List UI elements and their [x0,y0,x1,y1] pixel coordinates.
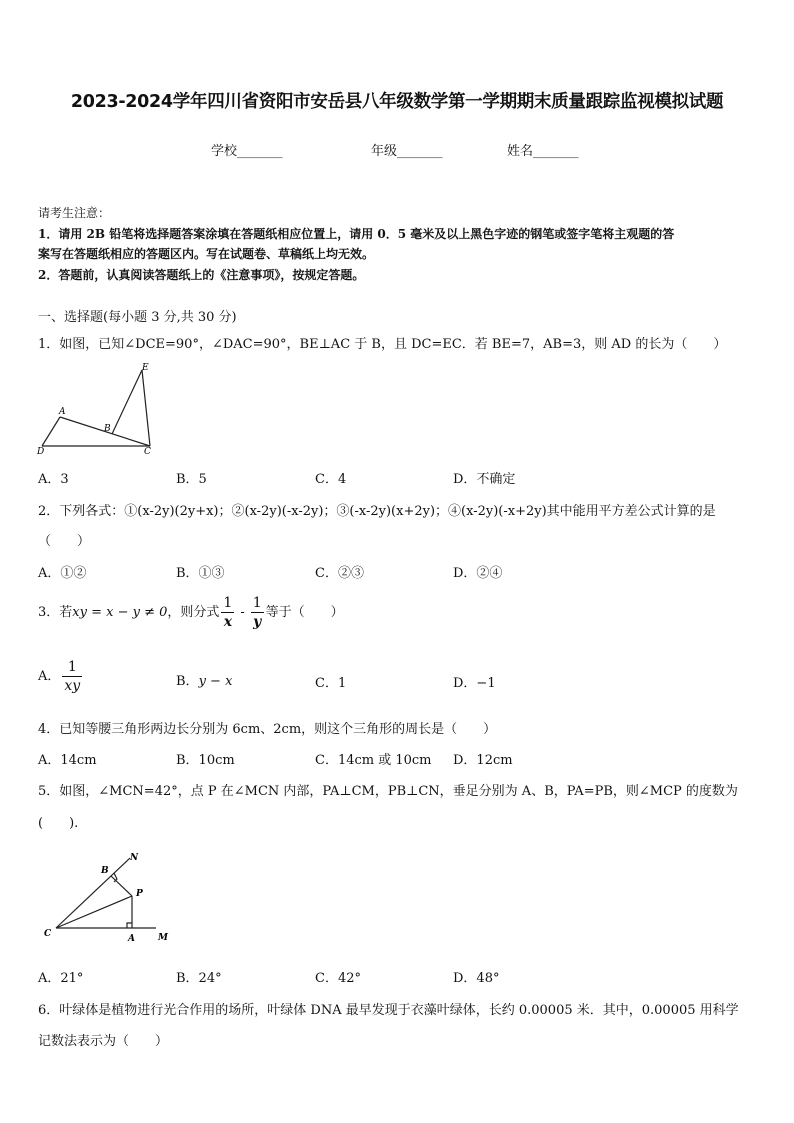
question-6-line-1: 6．叶绿体是植物进行光合作用的场所，叶绿体 DNA 最早发现于衣藻叶绿体，长约 0.00005 米．其中，0.00005 用科学 [38,1003,739,1018]
notice-item-1-line-2: 案写在答题纸相应的答题区内。写在试题卷、草稿纸上均无效。 [38,247,375,261]
q3-frac1-den: x [221,612,234,629]
label-a: A [59,407,66,417]
q3-minus: - [240,605,245,620]
q2-option-a[interactable]: A．①② [38,566,87,581]
q1-option-b[interactable]: B．5 [176,472,207,487]
grade-field: 年级_______ [371,144,443,159]
q3-option-a-label: A． [38,669,61,684]
q3-option-a-fraction [62,660,82,693]
ray-cn [56,858,130,928]
notice-item-2: 2．答题前，认真阅读答题纸上的《注意事项》，按规定答题。 [38,268,365,282]
q5-option-b[interactable]: B．24° [176,971,222,986]
q1-option-c[interactable]: C．4 [315,472,347,487]
label-m: M [158,933,168,943]
question-5-line-2: ( ). [38,816,79,831]
question-2-text: 2．下列各式：①(x-2y)(2y+x)；②(x-2y)(-x-2y)；③(-x-2y)(x+2y)；④(x-2y)(-x+2y)其中能用平方差公式计算的是 [38,504,716,519]
label-p: P [136,889,143,899]
question-5-line-1: 5．如图，∠MCN=42°，点 P 在∠MCN 内部，PA⊥CM，PB⊥CN，垂足分别为 A、B，PA=PB，则∠MCP 的度数为 [38,784,738,799]
q3-frac1-num: 1 [223,595,233,611]
notice-heading: 请考生注意： [38,206,111,220]
label-e: E [142,363,149,373]
segment-cp [56,896,132,928]
q3-suffix: 等于（ ） [265,605,344,620]
q3-opt-a-den: xy [64,678,81,694]
q3-mid: ，则分式 [167,605,220,620]
q3-option-a[interactable] [38,660,84,693]
q3-fraction-1 [221,596,234,629]
question-2-paren: （ ） [38,534,91,549]
q3-prefix: 3．若 [38,605,73,620]
segment-ce [142,370,150,446]
segment-da [42,417,60,446]
q3-option-d[interactable]: D．−1 [453,676,496,691]
label-c: C [44,929,52,939]
school-field: 学校_______ [211,144,283,159]
question-4-text: 4．已知等腰三角形两边长分别为 6cm、2cm，则这个三角形的周长是（ ） [38,722,497,737]
label-a: A [128,934,135,944]
label-n: N [130,853,139,863]
q4-option-d[interactable]: D．12cm [453,753,513,768]
section-heading: 一、选择题(每小题 3 分,共 30 分) [38,310,237,325]
right-angle-a [127,923,132,928]
q5-option-c[interactable]: C．42° [315,971,361,986]
q3-option-b[interactable] [176,670,232,689]
q1-option-d[interactable]: D．不确定 [453,472,516,487]
q3-frac2-den: y [251,612,264,629]
q3-option-c[interactable]: C．1 [315,676,347,691]
question-6-line-2: 记数法表示为（ ） [38,1034,169,1049]
exam-title: 2023-2024学年四川省资阳市安岳县八年级数学第一学期期末质量跟踪监视模拟试题 [70,92,724,112]
segment-pb [111,876,132,896]
label-b: B [101,866,109,876]
label-c: C [144,447,151,456]
q3-option-b-label: B． [176,674,199,689]
q5-option-a[interactable]: A．21° [38,971,84,986]
question-5-figure [38,848,178,944]
q3-frac2-num: 1 [252,595,262,611]
q4-option-c[interactable]: C．14cm 或 10cm [315,753,432,768]
q4-option-a[interactable]: A．14cm [38,753,97,768]
q4-option-b[interactable]: B．10cm [176,753,235,768]
question-1-figure [32,360,162,456]
label-d: D [37,447,45,456]
question-1-text: 1．如图，已知∠DCE=90°，∠DAC=90°，BE⊥AC 于 B，且 DC=EC．若 BE=7，AB=3，则 AD 的长为（ ） [38,337,727,352]
q2-option-c[interactable]: C．②③ [315,566,364,581]
segment-eb [112,370,142,434]
q2-option-b[interactable]: B．①③ [176,566,225,581]
q3-fraction-2 [251,596,264,629]
q1-option-a[interactable]: A．3 [38,472,69,487]
q3-opt-a-num: 1 [67,659,77,675]
notice-item-1-line-1: 1．请用 2B 铅笔将选择题答案涂填在答题纸相应位置上，请用 0．5 毫米及以上黑色字迹的钢笔或签字笔将主观题的答 [38,227,675,241]
question-3-text [38,596,344,629]
q2-option-d[interactable]: D．②④ [453,566,503,581]
q3-option-b-expr: y − x [198,674,233,689]
label-b: B [104,424,111,434]
name-field: 姓名_______ [507,144,579,159]
q3-condition: xy = x − y ≠ 0 [72,605,168,620]
q5-option-d[interactable]: D．48° [453,971,500,986]
